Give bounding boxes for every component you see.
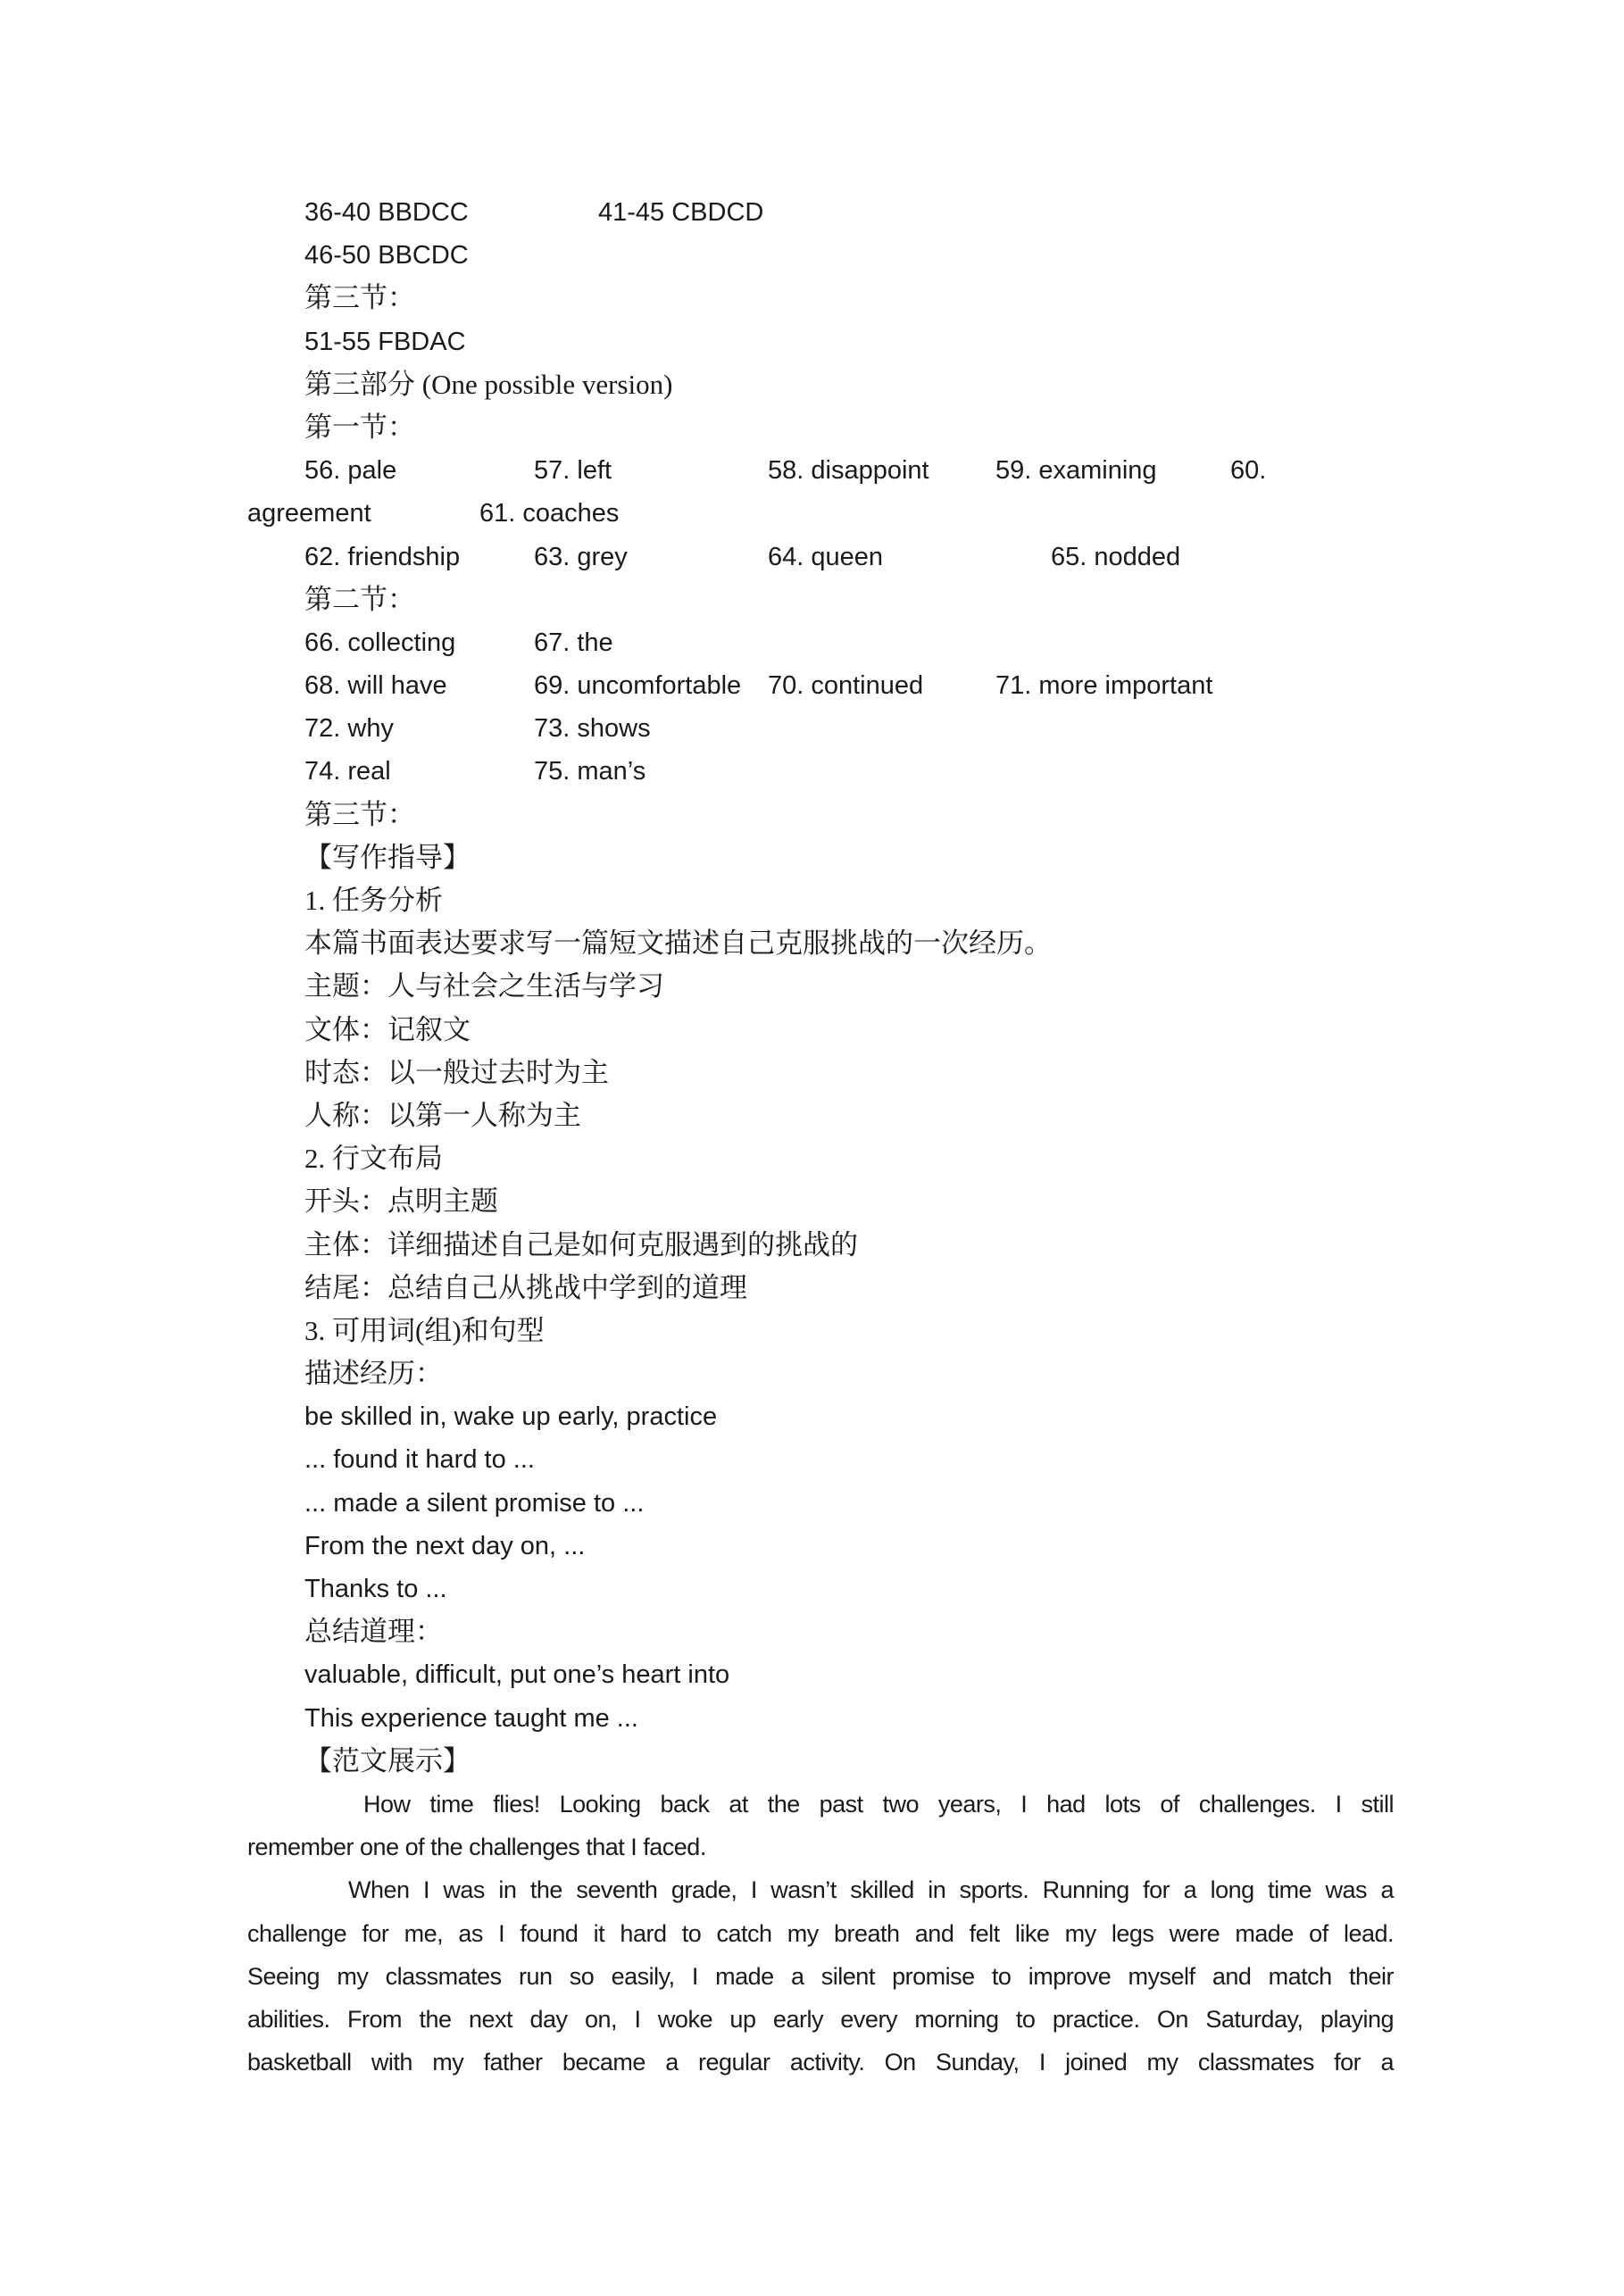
guide-theme: [0, 965, 1624, 1008]
phrase-line: [0, 1653, 1624, 1696]
text-segment: 67. the: [534, 628, 613, 657]
phrase-line: [0, 1438, 1624, 1481]
guide-step-3: [0, 1310, 1624, 1352]
essay-line: [0, 1912, 1624, 1955]
text-segment: 开头：点明主题: [304, 1185, 498, 1218]
document-content: [0, 191, 1624, 2084]
text-segment: 73. shows: [534, 714, 651, 744]
text-segment: 总结道理：: [304, 1616, 443, 1648]
essay-line-text: basketball with my father became a regular activity. On Sunday, I joined my classmates for a: [247, 2049, 1394, 2076]
text-segment: 第二节：: [304, 583, 415, 615]
text-segment: This experience taught me ...: [304, 1703, 638, 1733]
essay-line-text: When I was in the seventh grade, I wasn’t skilled in sports. Running for a long time was a: [348, 1876, 1394, 1904]
text-segment: valuable, difficult, put one’s heart into: [304, 1660, 730, 1690]
text-segment: 文体：记叙文: [304, 1013, 471, 1045]
text-segment: Thanks to ...: [304, 1575, 447, 1603]
answer-row-72-73: [0, 707, 1624, 750]
essay-line: [0, 2041, 1624, 2084]
guide-person: [0, 1094, 1624, 1137]
answer-row-62-65: [0, 536, 1624, 578]
text-segment: 61. coaches: [479, 499, 620, 528]
essay-line-text: abilities. From the next day on, I woke up early every morning to practice. On Saturday, playing: [247, 2005, 1394, 2033]
text-segment: 69. uncomfortable: [534, 671, 742, 701]
section-heading-3: [0, 277, 1624, 320]
text-segment: 3. 可用词(组)和句型: [304, 1314, 545, 1346]
text-segment: 59. examining: [995, 456, 1157, 486]
text-segment: 1. 任务分析: [304, 885, 443, 916]
text-segment: 65. nodded: [1051, 542, 1181, 571]
guide-genre: [0, 1009, 1624, 1052]
essay-line-text: How time flies! Looking back at the past two years, I had lots of challenges. I still: [363, 1790, 1394, 1818]
text-segment: 58. disappoint: [768, 456, 929, 486]
text-segment: 72. why: [304, 714, 394, 744]
text-segment: agreement: [247, 499, 371, 528]
text-segment: 结尾：总结自己从挑战中学到的道理: [304, 1271, 747, 1303]
answer-row-66-67: [0, 621, 1624, 664]
guide-summary-label: [0, 1610, 1624, 1653]
phrase-line: [0, 1395, 1624, 1438]
text-segment: 75. man’s: [534, 757, 646, 786]
guide-ending: [0, 1267, 1624, 1310]
essay-line: [0, 1955, 1624, 1998]
text-segment: 2. 行文布局: [304, 1143, 443, 1175]
text-segment: ... made a silent promise to ...: [304, 1488, 645, 1518]
answer-row-60-61: [0, 492, 1624, 535]
essay-line-text: Seeing my classmates run so easily, I made a silent promise to improve myself and match their: [247, 1962, 1394, 1990]
text-segment: 第一节：: [304, 411, 415, 443]
text-segment: 第三节：: [304, 798, 415, 830]
phrase-line: [0, 1697, 1624, 1740]
text-segment: 41-45 CBDCD: [598, 198, 764, 227]
text-segment: 62. friendship: [304, 542, 461, 571]
answer-row-46-50: [0, 234, 1624, 277]
essay-line: [0, 1868, 1624, 1911]
guide-task-text: [0, 922, 1624, 965]
guide-tense: [0, 1052, 1624, 1094]
phrase-line: [0, 1568, 1624, 1610]
text-segment: 56. pale: [304, 456, 397, 486]
guide-step-2: [0, 1137, 1624, 1180]
text-segment: 70. continued: [768, 671, 924, 701]
essay-line: [0, 1826, 1624, 1868]
text-segment: 71. more important: [995, 671, 1213, 701]
phrase-line: [0, 1525, 1624, 1568]
essay-line: [0, 1783, 1624, 1826]
text-segment: ... found it hard to ...: [304, 1445, 535, 1475]
text-segment: 时态：以一般过去时为主: [304, 1056, 609, 1088]
text-segment: 60.: [1230, 456, 1267, 486]
text-segment: 63. grey: [534, 542, 628, 571]
part-heading-3: [0, 363, 1624, 406]
text-segment: 51-55 FBDAC: [304, 327, 466, 356]
text-segment: 64. queen: [768, 542, 884, 571]
section-heading-3b: [0, 794, 1624, 836]
essay-line: [0, 1998, 1624, 2041]
section-heading-2: [0, 578, 1624, 621]
phrase-line: [0, 1482, 1624, 1525]
text-segment: 第三部分 (One possible version): [304, 368, 673, 400]
answer-row-56-60: [0, 449, 1624, 492]
guide-step-1: [0, 879, 1624, 922]
text-segment: 描述经历：: [304, 1358, 443, 1390]
text-segment: 68. will have: [304, 671, 447, 701]
text-segment: 第三节：: [304, 282, 415, 314]
text-segment: 【范文展示】: [304, 1744, 471, 1776]
answer-row-74-75: [0, 750, 1624, 793]
text-segment: 主体：详细描述自己是如何克服遇到的挑战的: [304, 1228, 858, 1260]
text-segment: From the next day on, ...: [304, 1531, 586, 1560]
text-segment: 74. real: [304, 757, 391, 786]
essay-line-text: challenge for me, as I found it hard to catch my breath and felt like my legs were made of lead.: [247, 1919, 1394, 1947]
text-segment: 【写作指导】: [304, 841, 471, 873]
guide-describe-label: [0, 1352, 1624, 1395]
text-segment: 46-50 BBCDC: [304, 241, 469, 270]
section-heading-1: [0, 406, 1624, 449]
answer-row-68-71: [0, 664, 1624, 707]
guide-opening: [0, 1180, 1624, 1223]
guide-body: [0, 1224, 1624, 1267]
sample-essay-heading: [0, 1740, 1624, 1783]
text-segment: 主题：人与社会之生活与学习: [304, 970, 664, 1002]
text-segment: be skilled in, wake up early, practice: [304, 1402, 718, 1432]
answer-row-36-45: [0, 191, 1624, 234]
text-segment: 人称：以第一人称为主: [304, 1099, 581, 1131]
writing-guide-heading: [0, 836, 1624, 879]
text-segment: 57. left: [534, 456, 612, 486]
text-segment: 66. collecting: [304, 628, 456, 657]
essay-line-text: remember one of the challenges that I faced.: [247, 1834, 706, 1861]
answer-row-51-55: [0, 320, 1624, 363]
text-segment: 本篇书面表达要求写一篇短文描述自己克服挑战的一次经历。: [304, 928, 1052, 960]
text-segment: 36-40 BBDCC: [304, 198, 469, 227]
